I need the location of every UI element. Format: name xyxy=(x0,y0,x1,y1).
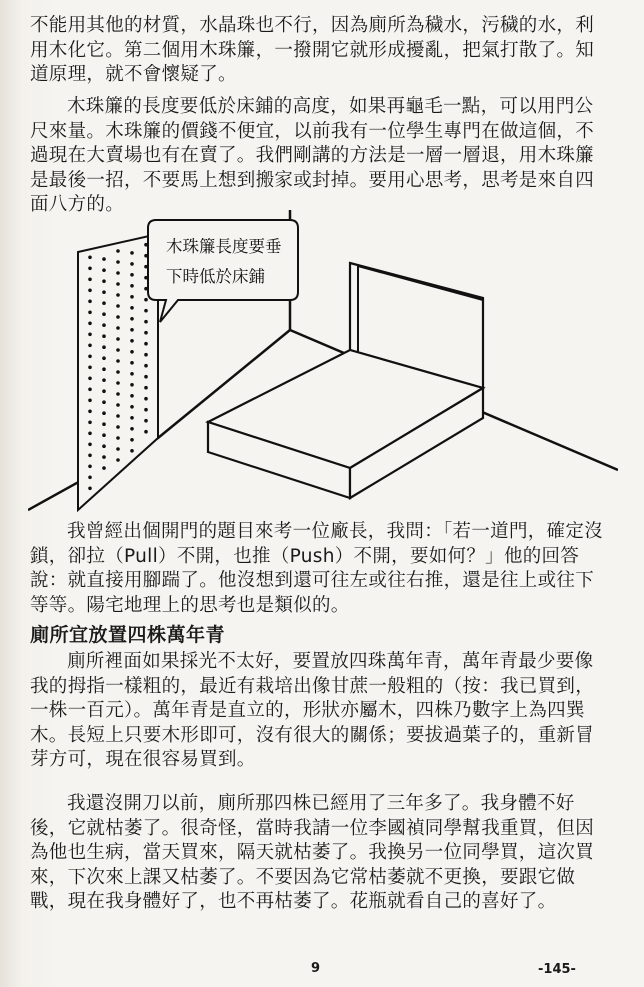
bead-dot xyxy=(116,392,120,396)
section-heading: 廁所宜放置四株萬年青 xyxy=(30,624,226,646)
bead-dot xyxy=(102,257,106,261)
bead-dot xyxy=(144,331,148,335)
paragraph-2: 木珠簾的長度要低於床鋪的高度，如果再龜毛一點，可以用門公尺來量。木珠簾的價錢不便宜，以前我有一位學生專門在做這個，不過現在大賣場也有在賣了。我們剛講的方法是一層一層退，用木珠簾是最後一招，不要馬上想到搬家或封掉。要用心思考，思考是來自四面八方的。 xyxy=(30,96,595,215)
bead-dot xyxy=(102,279,106,283)
bead-dot xyxy=(144,408,148,412)
bead-dot xyxy=(130,361,134,365)
bead-dot xyxy=(102,312,106,316)
bead-dot xyxy=(88,377,92,381)
bead-dot xyxy=(88,355,92,359)
bead-dot xyxy=(130,350,134,354)
bead-dot xyxy=(102,323,106,327)
paragraph-4: 廁所裡面如果採光不太好，要置放四珠萬年青，萬年青最少要像我的拇指一樣粗的，最近有栽培出像甘蔗一般粗的（按：我已買到，一株一百元）。萬年青是直立的，形狀亦屬木，四株乃數字上為四巽木。長短上只要木形即可，沒有很大的關係；要拔過葉子的，重新冒芽方可，現在很容易買到。 xyxy=(30,651,595,770)
bead-dot xyxy=(88,267,92,271)
bead-dot xyxy=(130,372,134,376)
bead-dot xyxy=(102,345,106,349)
paragraph-5: 我還沒開刀以前，廁所那四株已經用了三年多了。我身體不好後，它就枯萎了。很奇怪，當時我請一位李國禎同學幫我重買，但因為他也生病，當天買來，隔天就枯萎了。我換另一位同學買，這次買來，下次來上課又枯萎了。不要因為它常枯萎就不更換，要跟它做戰，現在我身體好了，也不再枯萎了。花瓶就看自己的喜好了。 xyxy=(30,793,595,912)
bead-dot xyxy=(116,304,120,308)
bead-dot xyxy=(88,443,92,447)
bead-dot xyxy=(102,290,106,294)
bead-dot xyxy=(88,487,92,491)
bead-dot xyxy=(102,411,106,415)
bead-dot xyxy=(130,405,134,409)
bead-dot xyxy=(88,366,92,370)
callout-line-1: 木珠簾長度要垂 xyxy=(166,237,282,256)
callout-bubble xyxy=(148,220,298,322)
bead-dot xyxy=(130,416,134,420)
bead-dot xyxy=(88,300,92,304)
bead-dot xyxy=(102,356,106,360)
bead-dot xyxy=(102,334,106,338)
bead-dot xyxy=(116,249,120,253)
bead-dot xyxy=(102,433,106,437)
bead-dot xyxy=(116,447,120,451)
bead-dot xyxy=(116,403,120,407)
bead-dot xyxy=(102,268,106,272)
bead-dot xyxy=(116,326,120,330)
bead-dot xyxy=(144,419,148,423)
bead-dot xyxy=(130,449,134,453)
bead-dot xyxy=(130,284,134,288)
bead-dot xyxy=(144,386,148,390)
bead-dot xyxy=(88,476,92,480)
bead-dot xyxy=(116,293,120,297)
bead-dot xyxy=(116,348,120,352)
bead-dot xyxy=(88,278,92,282)
bead-dot xyxy=(130,394,134,398)
bead-dot xyxy=(116,370,120,374)
bead-dot xyxy=(88,388,92,392)
bead-curtain xyxy=(78,234,158,510)
bead-dot xyxy=(116,425,120,429)
bead-dot xyxy=(130,262,134,266)
bead-dot xyxy=(130,251,134,255)
bead-dot xyxy=(102,455,106,459)
bead-dot xyxy=(144,397,148,401)
bead-dot xyxy=(88,344,92,348)
bead-dot xyxy=(130,339,134,343)
page-number: -145- xyxy=(538,962,576,977)
bead-dot xyxy=(144,430,148,434)
bedroom-illustration xyxy=(28,200,618,520)
bead-dot xyxy=(144,298,148,302)
bead-dot xyxy=(130,306,134,310)
bead-dot xyxy=(88,421,92,425)
bead-dot xyxy=(130,383,134,387)
bead-dot xyxy=(116,414,120,418)
bead-dot xyxy=(88,465,92,469)
paragraph-1: 不能用其他的材質，水晶珠也不行，因為廁所為穢水，污穢的水，利用木化它。第二個用木珠簾，一撥開它就形成擾亂，把氣打散了。知道原理，就不會懷疑了。 xyxy=(30,15,595,85)
bead-dot xyxy=(116,271,120,275)
bead-dot xyxy=(102,389,106,393)
callout-line-2: 下時低於床鋪 xyxy=(166,267,265,286)
bead-dot xyxy=(102,422,106,426)
bead-dot xyxy=(102,378,106,382)
bead-dot xyxy=(130,295,134,299)
bead-dot xyxy=(130,328,134,332)
bead-dot xyxy=(88,399,92,403)
bead-dot xyxy=(116,458,120,462)
bead-dot xyxy=(116,315,120,319)
bead-dot xyxy=(88,410,92,414)
bead-dot xyxy=(88,333,92,337)
bead-dot xyxy=(130,438,134,442)
bead-dot xyxy=(102,400,106,404)
footer-number: 9 xyxy=(311,961,321,976)
bead-dot xyxy=(116,282,120,286)
bead-dot xyxy=(144,353,148,357)
paragraph-3: 我曾經出個開門的題目來考一位廠長，我問：「若一道門，確定沒鎖，卻拉（Pull）不開，也推（Push）不開，要如何？」他的回答說：就直接用腳踹了。他沒想到還可往左或往右推，還是往上或往下等等。陽宅地理上的思考也是類似的。 xyxy=(30,521,603,616)
bead-dot xyxy=(88,311,92,315)
bead-dot xyxy=(88,432,92,436)
bead-dot xyxy=(130,427,134,431)
bead-dot xyxy=(102,466,106,470)
bead-dot xyxy=(144,309,148,313)
bead-dot xyxy=(116,260,120,264)
bead-dot xyxy=(102,444,106,448)
bead-dot xyxy=(102,301,106,305)
bead-dot xyxy=(116,337,120,341)
bead-dot xyxy=(130,317,134,321)
bead-dot xyxy=(116,381,120,385)
bead-dot xyxy=(88,289,92,293)
bead-dot xyxy=(144,375,148,379)
bead-dot xyxy=(144,364,148,368)
bead-dot xyxy=(144,342,148,346)
bead-dot xyxy=(144,320,148,324)
bead-dot xyxy=(88,454,92,458)
bead-dot xyxy=(116,359,120,363)
bead-dot xyxy=(116,436,120,440)
bead-dot xyxy=(130,273,134,277)
bead-dot xyxy=(102,367,106,371)
bead-dot xyxy=(88,322,92,326)
bead-dot xyxy=(88,256,92,260)
